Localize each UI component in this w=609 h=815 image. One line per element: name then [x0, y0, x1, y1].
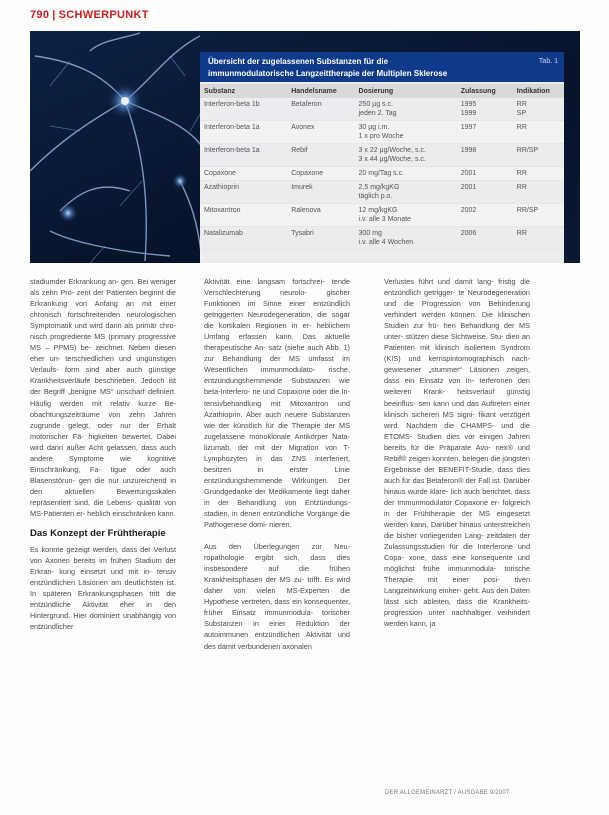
paragraph: Es konnte gezeigt werden, dass der Verlust von Axonen bereits im frühen Stadium der Erkran- kung einsetzt und mit in- tensiv entzündlichen Läsionen am deutlichsten ist. In späteren Erkrankungsphasen tritt die entzündliche Aktivität eher in den Hintergrund. Hier dominiert unabhängig von entzündlicher [30, 545, 176, 632]
text-column-3 [384, 276, 530, 630]
table-number: Tab. 1 [538, 58, 558, 65]
table-cell: 1997 [457, 121, 513, 144]
table-row [200, 167, 564, 181]
column-header: Zulassung [457, 84, 513, 98]
table-cell: RR SP [513, 98, 564, 121]
table-row [200, 227, 564, 250]
paragraph: Verlustes führt und damit lang- fristig die entzündlich getrigger- te Neurodegeneration und die Progression von Behinderung verhindert werden können. Die klinischen Studien zur frü- hen Behandlung der MS unter- stützen diese Sichtweise. Stu- dien an Patienten mit klinisch isoliertem Syndrom (KIS) und kernspintomographisch nach- gewiesener „stummer“ Läsionen zeigen, dass ein Einsatz von In- terferonen den weiteren Krank- heitsverlauf günstig beeinflus- sen kann und das Auftreten einer klinisch sicheren MS signi- fikant verzögert wird. Nachdem die CHAMPS- und die ETOMS- Studien dies vor einigen Jahren bereits für die Präparate Avo- nex® und Rebif® zeigen konnten, belegen die jüngsten Ergebnisse der BENEFIT-Studie, dass dies auch für das Betaferon® der Fall ist. Darüber hinaus wurde klare- lich auch berichtet, dass der Immunmodulator Copaxone er- folgreich in der Frühtherapie der MS eingesetzt werden kann. Darüber hinaus unterstreichen die bisher vorliegenden Lang- zeitdaten der Zulassungsstudien für die Interferone und Copa- xone, dass eine konsequente und möglichst frühe immunmodula- torische Therapie mit einer posi- tiven Langzeitwirkung einher- geht. Aus den Daten lässt sich ableiten, dass die Krankheits- progression unter nachhaltiger verhindert werden kann, ja [384, 277, 530, 629]
table-cell: Betaferon [287, 98, 354, 121]
page-header [30, 9, 149, 21]
table-cell: Copaxone [287, 167, 354, 181]
table-row [200, 181, 564, 204]
table-cell: RR [513, 181, 564, 204]
table-cell: 20 mg/Tag s.c. [355, 167, 457, 181]
table-cell: 2006 [457, 227, 513, 250]
paragraph: stadiumder Erkrankung an- gen. Bei weniger als zehn Pro- zent der Patienten beginnt die Erkrankung von Anfang an mit einer chronisch fortschreitenden neurologischen Symptomatik und wird dann als primär chro- nisch progrediente MS (primary progressive MS – PPMS) be- zeichnet. Neben diesen eher un- terschiedlichen und ungünstigen Verlaufs- form sind aber auch günstige Krankheitsverläufe beschrieben. Jedoch ist der Begriff „benigne MS“ unscharf definiert. Häufig werden mit relativ kurze Be- obachtungszeiträume von zehn Jahren zugrunde gelegt, oder nur der Erhalt motorischer Fä- higkeiten bewertet. Dabei wird dann außer Acht gelassen, dass auch andere Symptome wie kognitive Einschränkung, Fa- tigue oder auch Blasenstörun- gen die nur unzureichend in den aktuellen Bewertungsskalen repräsentiert sind, die Lebens- qualität von MS-Patienten er- heblich einschränken kann. [30, 277, 176, 518]
table-cell: 2001 [457, 167, 513, 181]
text-column-1 [30, 276, 176, 632]
table-cell: 2002 [457, 204, 513, 227]
table-cell: 1998 [457, 144, 513, 167]
table-cell: Copaxone [200, 167, 287, 181]
table-row [200, 98, 564, 121]
table-cell: Azathioprin [200, 181, 287, 204]
table-row [200, 204, 564, 227]
table-cell: RR/SP [513, 144, 564, 167]
page-footer: DER ALLGEMEINARZT / AUSGABE 9/2007 [385, 790, 510, 796]
column-header: Handelsname [287, 84, 354, 98]
table-cell: Interferon-beta 1a [200, 121, 287, 144]
paragraph: Aus den Überlegungen zur Neu- ropathologie ergibt sich, dass dies insbesondere auf die frühen Krankheitsphasen der MS zu- trifft. Es wird daher von vielen MS-Experten die Hypothese vertreten, dass ein konsequenter, früher Einsatz immunmodula- torischer Substanzen in einer Reduktion der autoimmunen entzündlichen Aktivität und des damit verbundenen axonalen [204, 542, 350, 651]
paragraph: Aktivität eine langsam fortschrei- tende Verschlechterung neurolo- gischer Funktionen im Sinne einer entzündlich getriggerten Neurodegeneration, die sogar die kortikalen Regionen in er- heblichem Umfang erfassen kann. Das aktuelle therapeutische An- satz (siehe auch Abb. 1) zur Behandlung der MS umfasst im Wesentlichen immunmodulato- rische, entzündungshemmende Substanzen wie beta-Interfero- ne und Copaxone oder die In- tensivbehandlung mit Mitoxantron und Azathioprin. Aber auch neuere Substanzen wie der künstlich für die Therapie der MS zugelassene monoklonale Antikörper Nata- lizumab, der mit der Migration von T-Lymphozyten in das ZNS interferiert, besitzen in erster Linie entzündungshemmende Wirkungen. Der Grundgedanke der Medikamente liegt daher in der Behandlung von Entzündungs- stadien, in denen entzündliche Vorgänge die Pathogenese domi- nieren. [204, 277, 350, 530]
table-title-line1: Übersicht der zugelassenen Substanzen für die [208, 57, 389, 66]
table-cell: RR/SP [513, 204, 564, 227]
table-cell: RR [513, 227, 564, 250]
section-subheading: Das Konzept der Frühtherapie [30, 528, 166, 540]
table-cell: Mitoxantron [200, 204, 287, 227]
table-cell: 3 x 22 µg/Woche, s.c. 3 x 44 µg/Woche, s.c. [355, 144, 457, 167]
table-title-bar [200, 52, 564, 82]
table-cell: 300 mg i.v. alle 4 Wochen [355, 227, 457, 250]
table-cell: Avonex [287, 121, 354, 144]
table-cell: Rebif [287, 144, 354, 167]
header-separator: | [52, 9, 56, 21]
column-header: Dosierung [355, 84, 457, 98]
table-cell: 250 µg s.c. jeden 2. Tag [355, 98, 457, 121]
table-cell: 2,5 mg/kgKG täglich p.o. [355, 181, 457, 204]
table-cell: Ralenova [287, 204, 354, 227]
section-title: SCHWERPUNKT [58, 9, 149, 21]
table-cell: 30 µg i.m. 1 x pro Woche [355, 121, 457, 144]
table-header-row [200, 84, 564, 98]
table-cell: Interferon-beta 1a [200, 144, 287, 167]
table-cell: Imurek [287, 181, 354, 204]
table-cell: 12 mg/kgKG i.v. alle 3 Monate [355, 204, 457, 227]
table-cell: RR [513, 121, 564, 144]
text-column-2 [204, 276, 350, 652]
table-title-line2: immunmodulatorische Langzeittherapie der Multiplen Sklerose [208, 69, 448, 78]
table-cell: Natalizumab [200, 227, 287, 250]
table-cell: RR [513, 167, 564, 181]
table-cell: 2001 [457, 181, 513, 204]
substances-table [200, 84, 564, 250]
table-cell: 1995 1999 [457, 98, 513, 121]
table-cell: Tysabri [287, 227, 354, 250]
column-header: Substanz [200, 84, 287, 98]
page-number: 790 [30, 9, 50, 21]
column-header: Indikation [513, 84, 564, 98]
table-row [200, 144, 564, 167]
table-row [200, 121, 564, 144]
table-cell: Interferon-beta 1b [200, 98, 287, 121]
